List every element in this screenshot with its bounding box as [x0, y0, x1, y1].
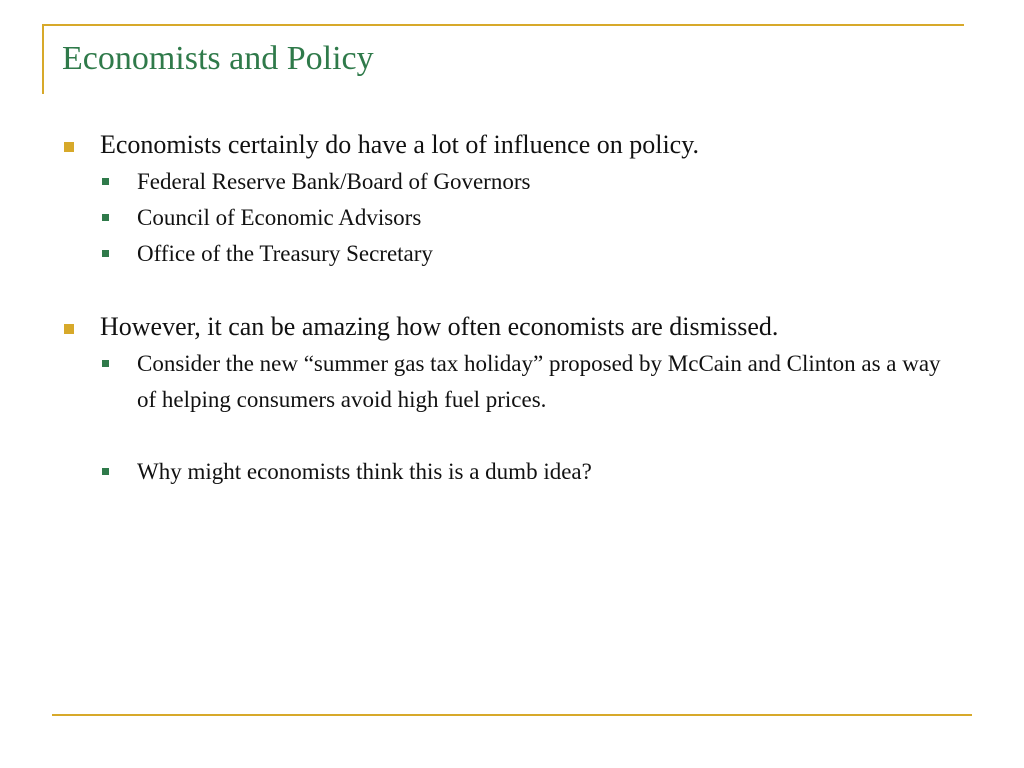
bullet-2-text: However, it can be amazing how often economists are dismissed.	[100, 312, 779, 341]
bullet-2-sub-2	[60, 454, 960, 490]
bullet-1-sub-1	[60, 164, 960, 200]
footer-rule	[52, 714, 972, 716]
square-bullet-icon	[102, 360, 109, 367]
bullet-1	[60, 126, 960, 164]
bullet-2-sub-2-text: Why might economists think this is a dumb idea?	[137, 459, 592, 484]
square-bullet-icon	[102, 178, 109, 185]
title-frame-top-rule	[42, 24, 964, 26]
bullet-1-sub-3-text: Office of the Treasury Secretary	[137, 241, 433, 266]
square-bullet-icon	[102, 250, 109, 257]
bullet-1-text: Economists certainly do have a lot of influence on policy.	[100, 130, 700, 159]
slide-body	[60, 126, 960, 490]
slide-title: Economists and Policy	[62, 40, 374, 77]
spacer	[60, 272, 960, 308]
bullet-2-sub-1	[60, 346, 960, 418]
square-bullet-icon	[102, 214, 109, 221]
square-bullet-icon	[102, 468, 109, 475]
square-bullet-icon	[64, 142, 74, 152]
bullet-1-sub-3	[60, 236, 960, 272]
title-frame-left-rule	[42, 24, 44, 94]
bullet-2	[60, 308, 960, 346]
spacer	[60, 418, 960, 454]
bullet-1-sub-2	[60, 200, 960, 236]
bullet-1-sub-2-text: Council of Economic Advisors	[137, 205, 422, 230]
bullet-1-sub-1-text: Federal Reserve Bank/Board of Governors	[137, 169, 531, 194]
square-bullet-icon	[64, 324, 74, 334]
bullet-2-sub-1-text: Consider the new “summer gas tax holiday” proposed by McCain and Clinton as a way of helping consumers avoid high fuel prices.	[137, 351, 941, 412]
